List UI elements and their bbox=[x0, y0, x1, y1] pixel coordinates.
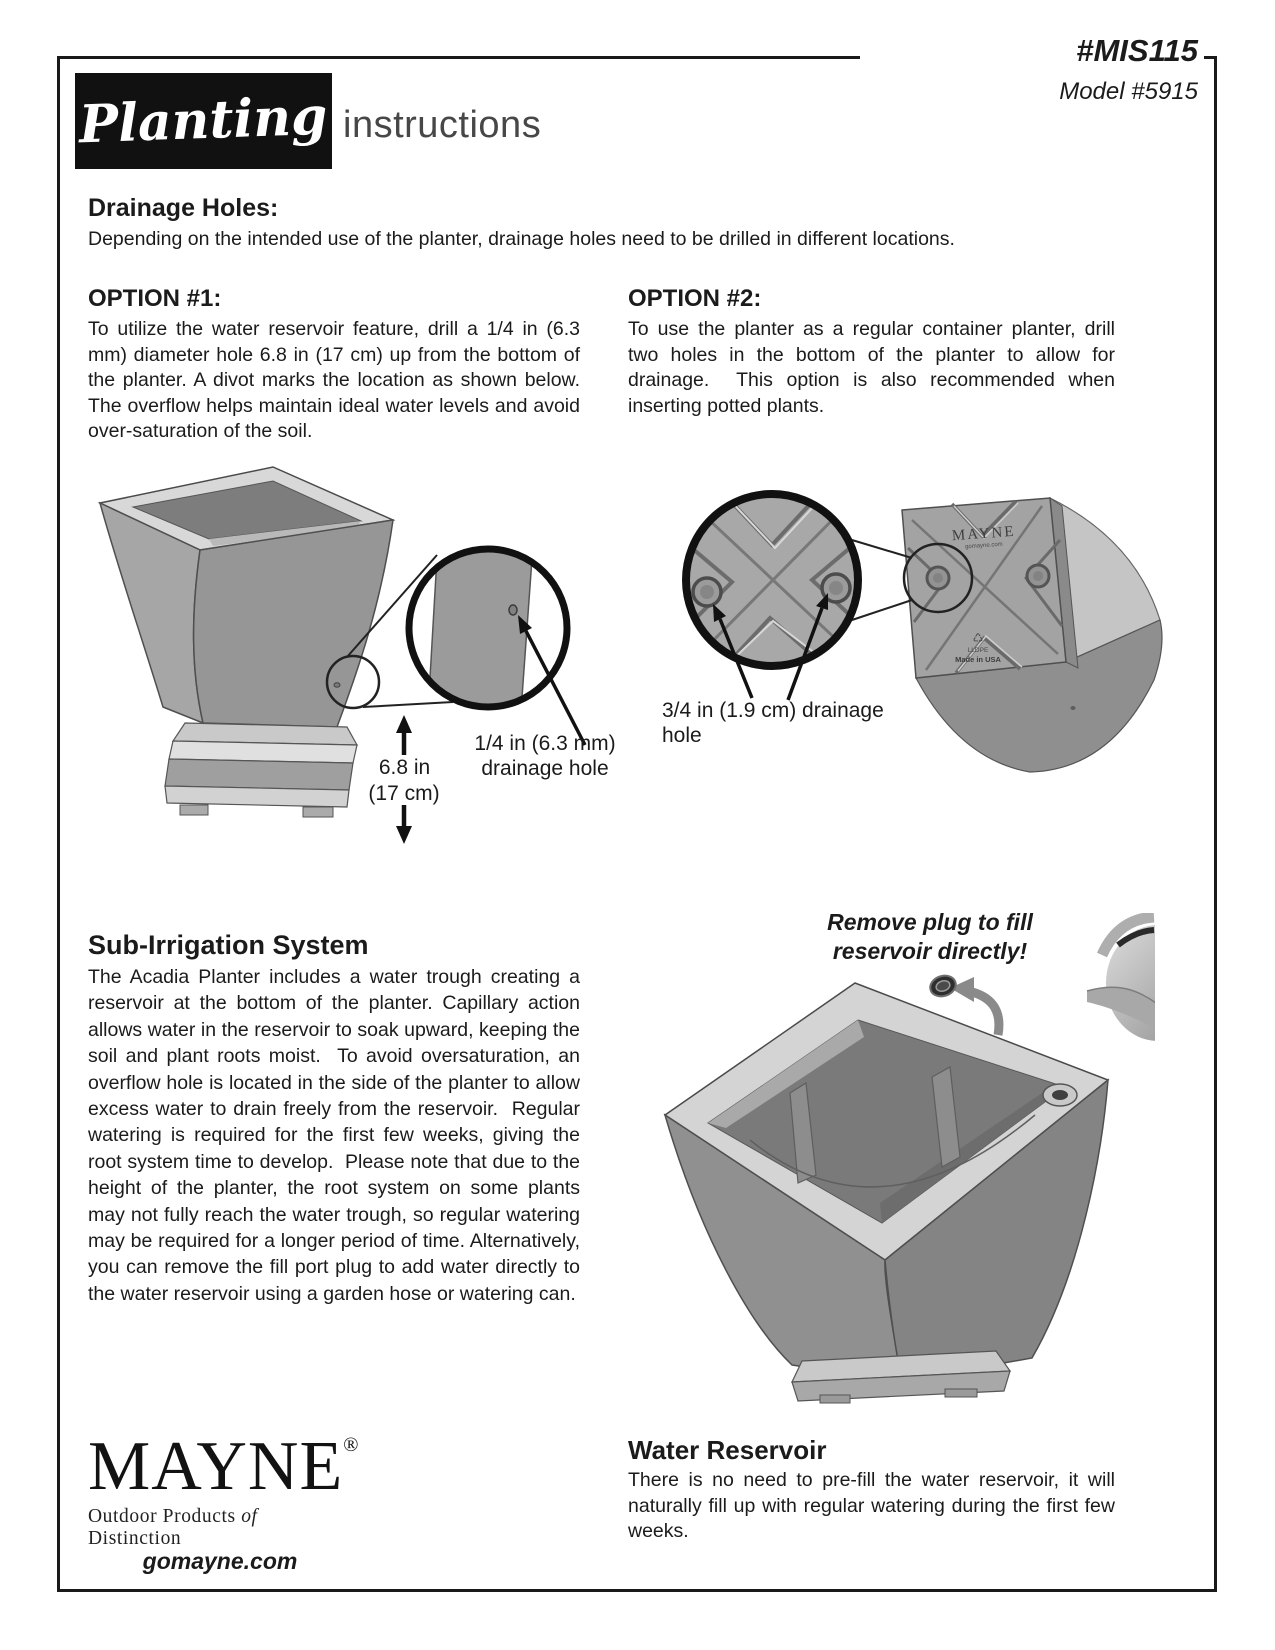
header-codes bbox=[860, 33, 1204, 106]
model-number: Model #5915 bbox=[1059, 78, 1198, 105]
option1-body: To utilize the water reservoir feature, drill a 1/4 in (6.3 mm) diameter hole 6.8 in (17 cm) up from the bottom of the planter. A divot marks the location as shown below. The overflow helps maintain ideal water levels and avoid over-saturation of the soil. bbox=[88, 318, 580, 442]
height-dimension-in: 6.8 in bbox=[378, 756, 431, 779]
drainage-hole-magnified bbox=[509, 605, 517, 615]
height-dimension-cm: (17 cm) bbox=[368, 782, 440, 805]
sub-irrigation-illustration bbox=[640, 975, 1180, 1405]
callout-line2: reservoir directly! bbox=[832, 938, 1028, 964]
water-reservoir-body: There is no need to pre-fill the water reservoir, it will naturally fill up with regular watering during the first few weeks. bbox=[628, 1469, 1115, 1542]
magnifier-connector bbox=[852, 540, 912, 558]
side-divot bbox=[1071, 706, 1076, 710]
fill-port bbox=[1043, 1084, 1077, 1106]
bottom-brand-text: MAYNE bbox=[951, 523, 1017, 545]
bottom-hole-size-label: 3/4 in (1.9 cm) drainage hole bbox=[662, 699, 884, 747]
dimension-arrow-down bbox=[396, 805, 412, 844]
planting-logo-panel bbox=[75, 73, 332, 169]
magnifier-connector bbox=[852, 600, 912, 620]
website-url: gomayne.com bbox=[142, 1548, 298, 1574]
document-number: #MIS115 bbox=[1076, 33, 1198, 68]
planter-base bbox=[165, 723, 357, 817]
option1-title: OPTION #1: bbox=[88, 285, 222, 312]
bottom-site-text: gomayne.com bbox=[964, 541, 1003, 551]
frame-left-rule bbox=[57, 56, 60, 1592]
sub-irrigation-title: Sub-Irrigation System bbox=[88, 930, 369, 960]
planting-logo-script: Planting bbox=[78, 85, 329, 156]
remove-plug-callout bbox=[795, 908, 1065, 966]
option2-title: OPTION #2: bbox=[628, 285, 762, 312]
bottom-material-text: LLDPE bbox=[967, 647, 989, 654]
brand-wordmark: MAYNE® bbox=[88, 1428, 360, 1505]
magnifier-circle bbox=[680, 489, 866, 670]
planter-front-face bbox=[194, 520, 393, 727]
magnifier-circle bbox=[409, 545, 567, 711]
hole-size-label-line2: drainage hole bbox=[481, 757, 609, 780]
frame-right-rule bbox=[1214, 56, 1217, 1592]
registered-mark: ® bbox=[343, 1434, 360, 1456]
divot-hole bbox=[334, 683, 340, 687]
callout-line1: Remove plug to fill bbox=[827, 909, 1033, 935]
bottom-made-in-text: Made in USA bbox=[955, 655, 1001, 664]
hole-size-label-line1: 1/4 in (6.3 mm) bbox=[474, 732, 616, 755]
frame-bottom-rule bbox=[57, 1589, 1217, 1592]
water-reservoir-title: Water Reservoir bbox=[628, 1435, 827, 1465]
planter-bottom-panel bbox=[902, 498, 1078, 678]
brand-tagline: Outdoor Products of Distinction bbox=[88, 1506, 258, 1549]
instructions-label: instructions bbox=[343, 104, 542, 146]
frame-top-left-rule bbox=[57, 56, 990, 59]
magnifier-connector bbox=[363, 702, 453, 707]
option2-body: To use the planter as a regular container planter, drill two holes in the bottom of the planter to allow for drainage. This option is also recommended when inserting potted plants. bbox=[628, 318, 1115, 417]
sub-irrigation-body: The Acadia Planter includes a water trough creating a reservoir at the bottom of the planter. Capillary action allows water in the reservoir to soak upward, keeping the soil and plant roots moist. To avoid oversaturation, an overflow hole is located in the side of the planter to allow excess water to drain freely from the reservoir. Regular watering is required for the first few weeks, giving the root system time to develop. Please note that due to the height of the planter, the root system on some plants may not fully reach the water trough, so regular watering may be required for a longer period of time. Alternatively, you can remove the fill port plug to add water directly to the water reservoir using a garden hose or watering can. bbox=[88, 966, 580, 1305]
drainage-holes-intro: Depending on the intended use of the planter, drainage holes need to be drilled in different locations. bbox=[88, 228, 955, 250]
dimension-arrow-up bbox=[396, 715, 412, 755]
drainage-holes-title: Drainage Holes: bbox=[88, 194, 279, 222]
recycle-icon: ♺ bbox=[972, 631, 984, 645]
mayne-logo bbox=[88, 1428, 360, 1550]
